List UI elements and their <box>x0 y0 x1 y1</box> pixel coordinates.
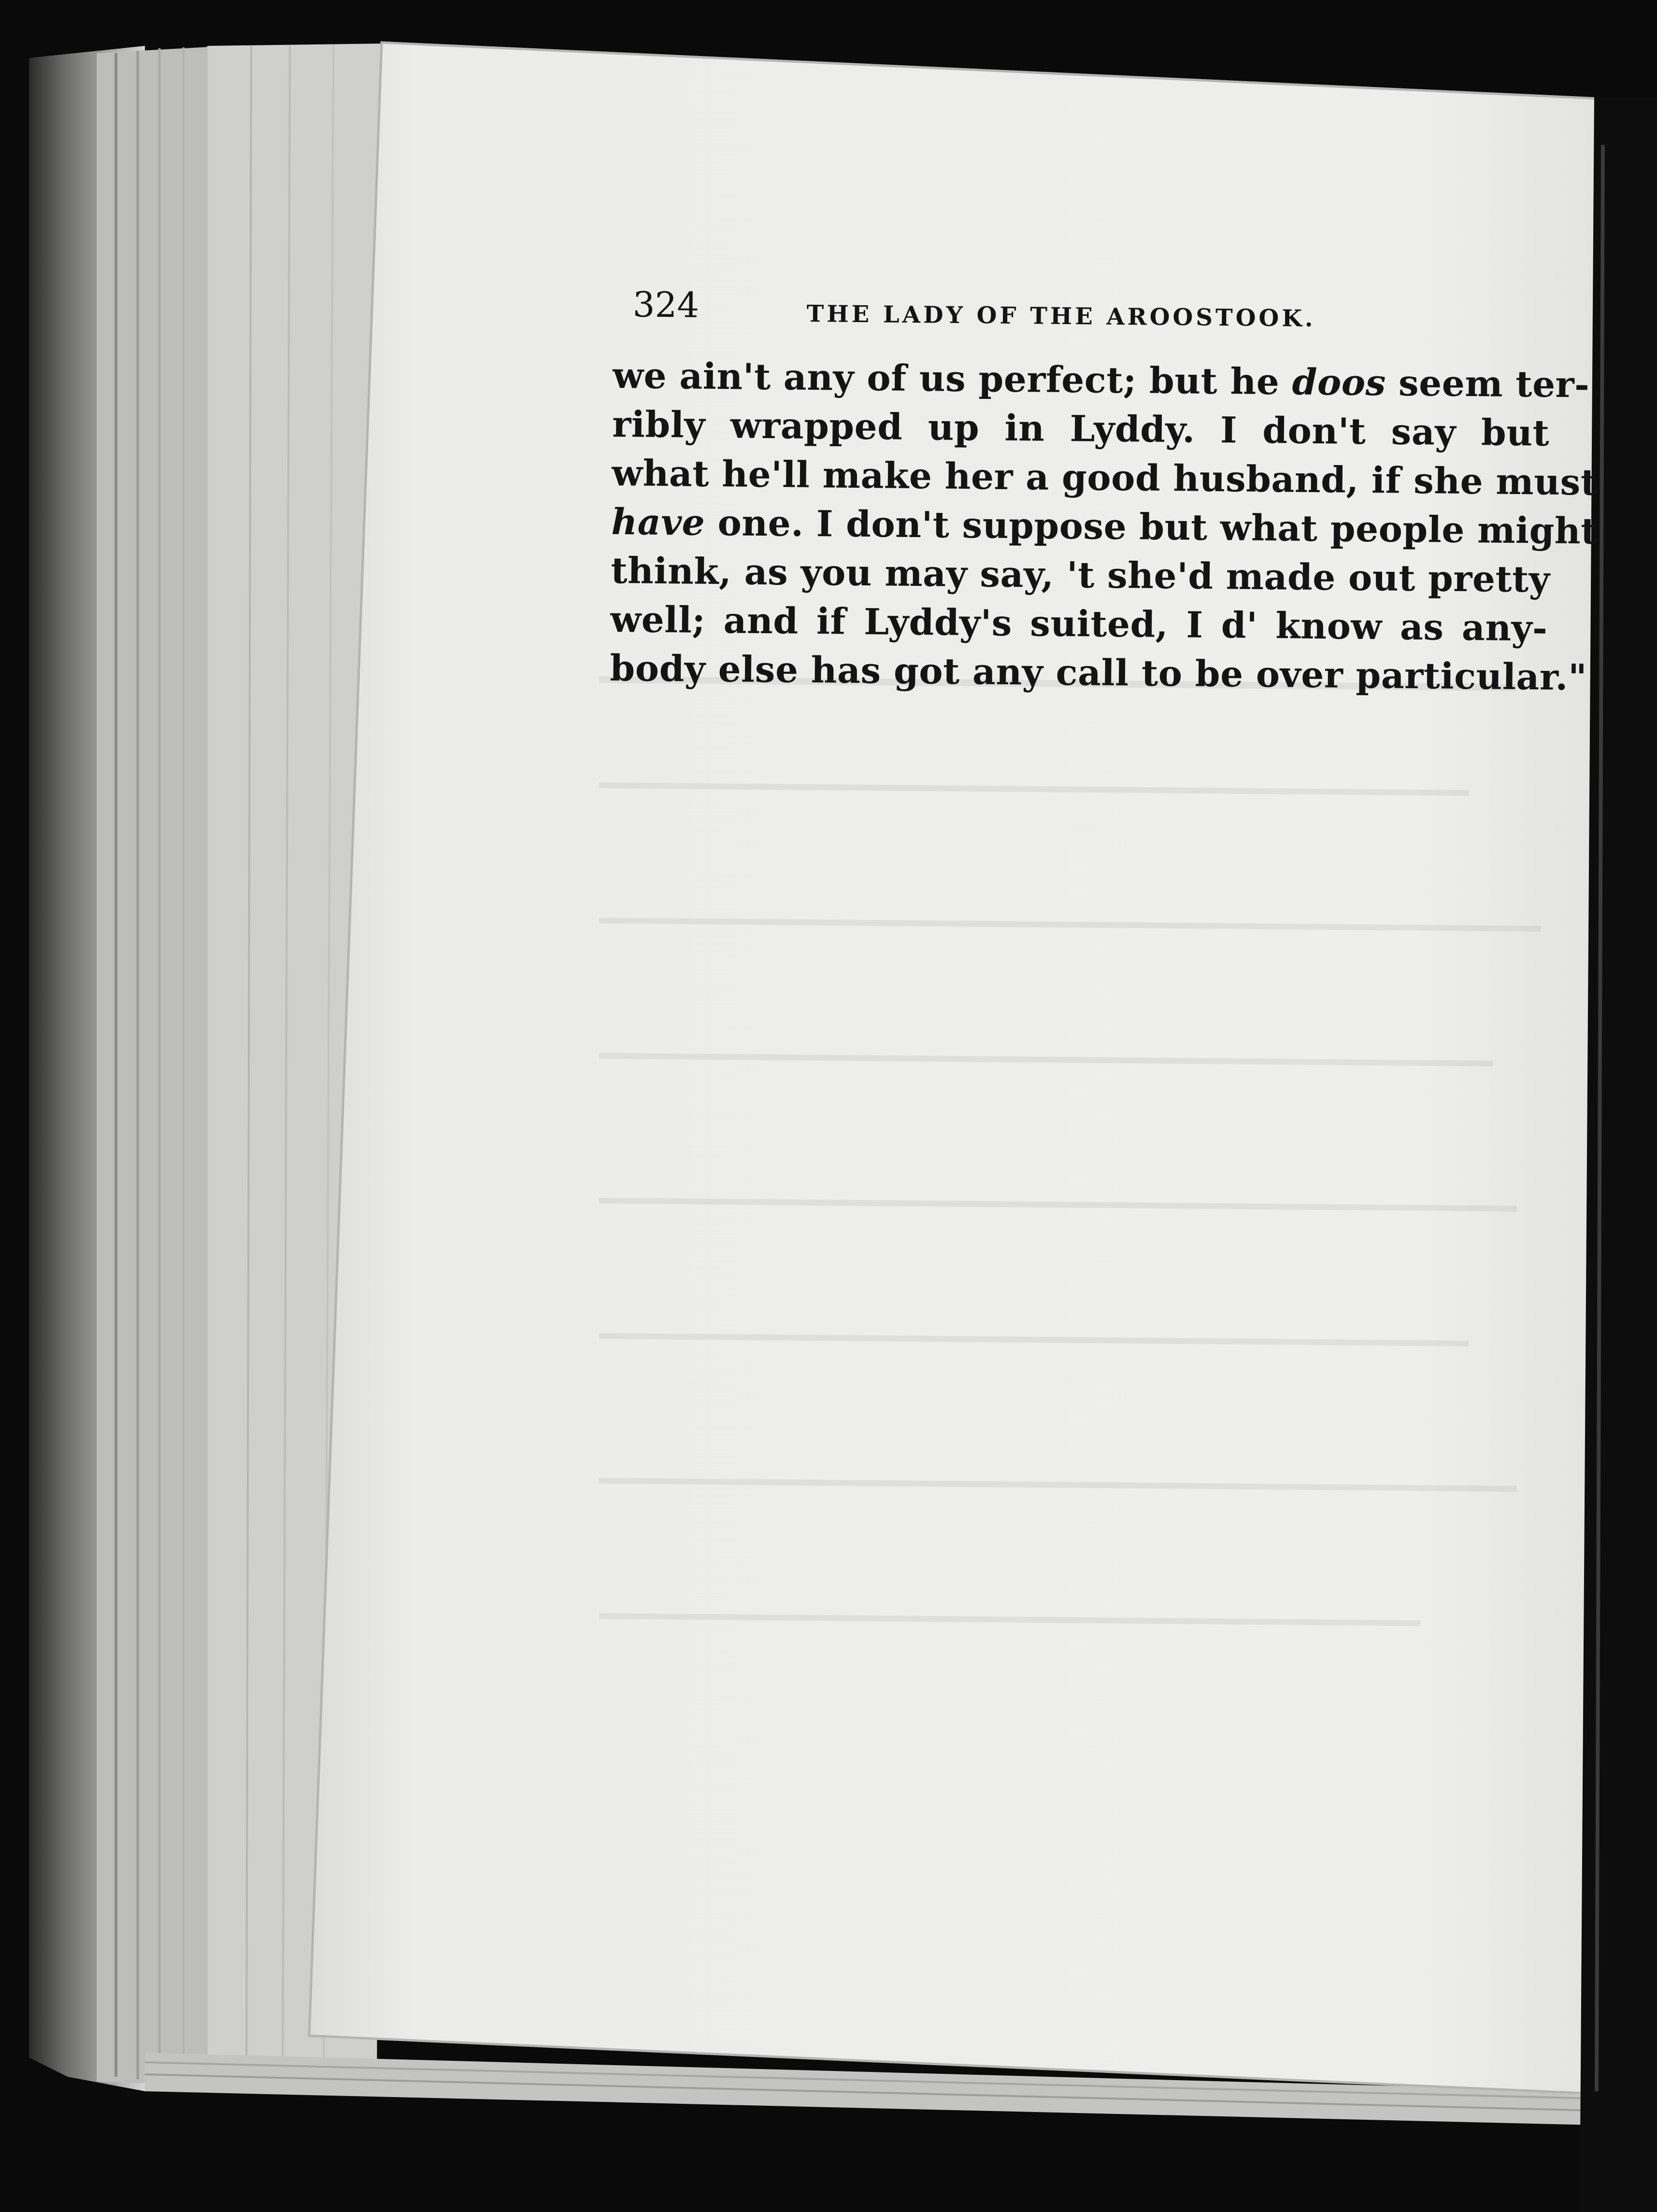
page-text-block <box>610 284 1598 702</box>
text-run: think, as you may say, 't she'd made out pretty <box>611 550 1550 601</box>
text-run: well; and if Lyddy's suited, I d' know as any- <box>610 598 1548 650</box>
text-line <box>611 498 1598 556</box>
running-head <box>613 284 1551 361</box>
text-line <box>612 449 1598 507</box>
text-line <box>612 352 1590 410</box>
text-line <box>612 400 1550 458</box>
text-run: seem ter- <box>1386 362 1590 406</box>
italic-text-run: doos <box>1292 361 1386 404</box>
text-run: ribly wrapped up in Lyddy. I don't say but <box>612 403 1550 454</box>
text-line <box>611 547 1548 605</box>
text-line <box>610 596 1548 653</box>
page-number: 324 <box>632 284 700 326</box>
text-run: body else has got any call to be over particular." <box>610 647 1587 699</box>
text-run: we ain't any of us perfect; but he <box>612 354 1293 403</box>
running-head-title: THE LADY OF THE AROOSTOOK. <box>806 300 1316 332</box>
italic-text-run: have <box>611 501 705 544</box>
text-line <box>610 644 1587 702</box>
text-run: one. I don't suppose but what people might <box>704 502 1598 553</box>
body-text <box>610 352 1598 702</box>
text-run: what he'll make her a good husband, if she must <box>612 452 1598 504</box>
